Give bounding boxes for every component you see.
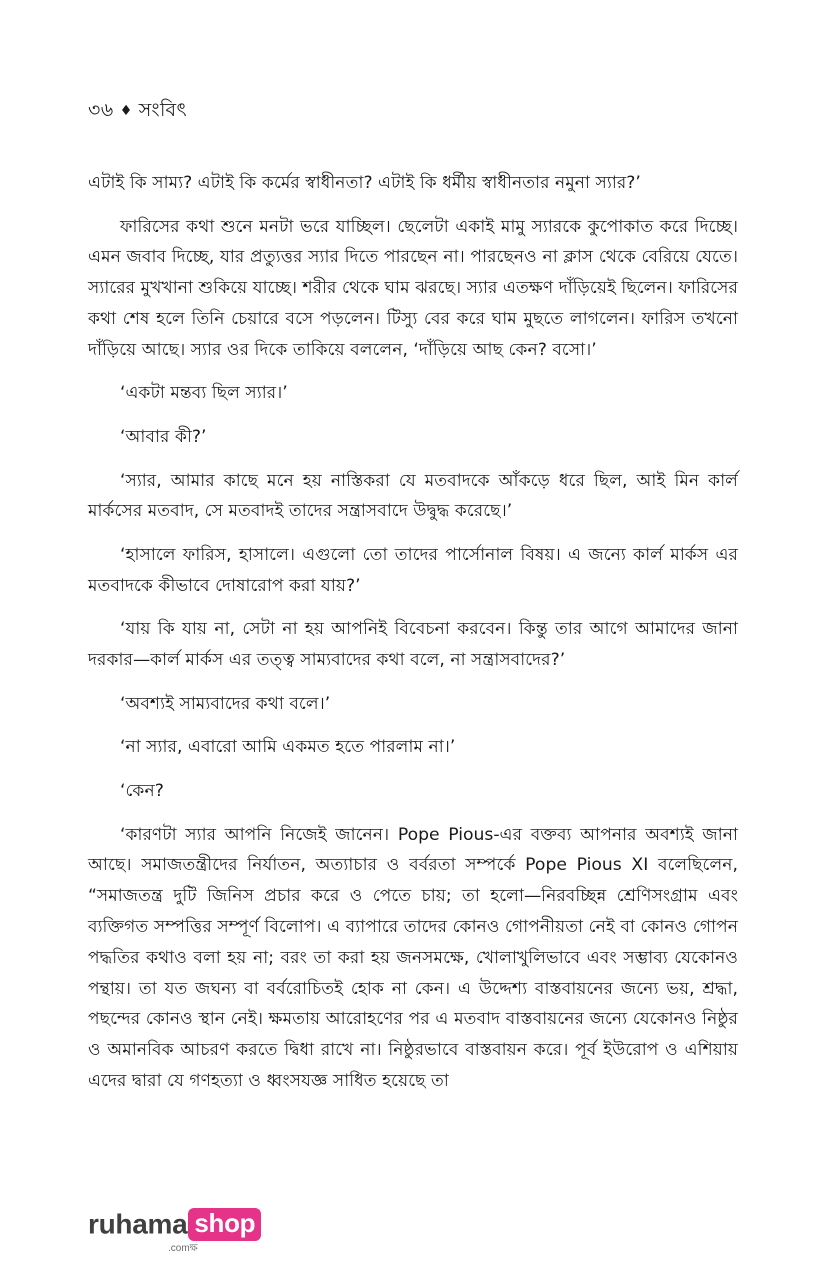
paragraph: ‘অবশ্যই সাম্যবাদের কথা বলে।’ <box>120 693 331 714</box>
paragraph: ‘আবার কী?’ <box>120 426 207 447</box>
paragraph: ‘স্যার, আমার কাছে মনে হয় নাস্তিকরা যে মতবাদকে আঁকড়ে ধরে ছিল, আই মিন কার্ল মার্কসের মতবাদ, সে মতবাদই তাদের সন্ত্রাসবাদে উদ্বুদ্ধ করেছে।’ <box>88 470 738 522</box>
paragraph: এটাই কি সাম্য? এটাই কি কর্মের স্বাধীনতা? এটাই কি ধর্মীয় স্বাধীনতার নমুনা স্যার?’ <box>88 173 641 193</box>
book-title: সংবিৎ <box>138 99 188 121</box>
page-header <box>88 96 187 128</box>
paragraph: ‘হাসালে ফারিস, হাসালে। এগুলো তো তাদের পার্সোনাল বিষয়। এ জন্যে কার্ল মার্কস এর মতবাদকে কীভাবে দোষারোপ করা যায়?’ <box>88 544 738 596</box>
body-text <box>88 168 738 1109</box>
paragraph: ‘না স্যার, এবারো আমি একমত হতে পারলাম না।’ <box>120 737 456 758</box>
paragraph: ‘কেন? <box>120 780 164 801</box>
paragraph: ‘কারণটা স্যার আপনি নিজেই জানেন। Pope Pious-এর বক্তব্য আপনার অবশ্যই জানা আছে। সমাজতন্ত্রীদের নির্যাতন, অত্যাচার ও বর্বরতা সম্পর্কে Pope Pious XI বলেছিলেন, “সমাজতন্ত্র দুটি জিনিস প্রচার করে ও পেতে চায়; তা হলো—নিরবচ্ছিন্ন শ্রেণিসংগ্রাম এবং ব্যক্তিগত সম্পত্তির সম্পূর্ণ বিলোপ। এ ব্যাপারে তাদের কোনও গোপনীয়তা নেই বা কোনও গোপন পদ্ধতির কথাও বলা হয় না; বরং তা করা হয় জনসমক্ষে, খোলাখুলিভাবে এবং সম্ভাব্য যেকোনও পন্থায়। তা যত জঘন্য বা বর্বরোচিতই হোক না কেন। এ উদ্দেশ্য বাস্তবায়নের জন্যে ভয়, শ্রদ্ধা, পছন্দের কোনও স্থান নেই। ক্ষমতায় আরোহণের পর এ মতবাদ বাস্তবায়নের জন্যে যেকোনও নিষ্ঠুর ও অমানবিক আচরণ করতে দ্বিধা রাখে না। নিষ্ঠুরভাবে বাস্তবায়ন করে। পূর্ব ইউরোপ ও এশিয়ায় এদের দ্বারা যে গণহত্যা ও ধ্বংসযজ্ঞ সাধিত হয়েছে তা <box>88 824 738 1091</box>
paragraph: ‘যায় কি যায় না, সেটা না হয় আপনিই বিবেচনা করবেন। কিন্তু তার আগে আমাদের জানা দরকার—কার্ল মার্কস এর তত্ত্ব সাম্যবাদের কথা বলে, না সন্ত্রাসবাদের?’ <box>88 619 738 671</box>
diamond-separator-icon: ♦ <box>119 103 133 119</box>
logo-text-shop: shop <box>188 1208 261 1241</box>
logo-domain: .comক্ষ <box>168 1243 198 1254</box>
paragraph: ফারিসের কথা শুনে মনটা ভরে যাচ্ছিল। ছেলেটা একাই মামু স্যারকে কুপোকাত করে দিচ্ছে। এমন জবাব দিচ্ছে, যার প্রত্যুত্তর স্যার দিতে পারছেন না। পারছেনও না ক্লাস থেকে বেরিয়ে যেতে। স্যারের মুখখানা শুকিয়ে যাচ্ছে। শরীর থেকে ঘাম ঝরছে। স্যার এতক্ষণ দাঁড়িয়েই ছিলেন। ফারিসের কথা শেষ হলে তিনি চেয়ারে বসে পড়লেন। টিস্যু বের করে ঘাম মুছতে লাগলেন। ফারিস তখনো দাঁড়িয়ে আছে। স্যার ওর দিকে তাকিয়ে বললেন, ‘দাঁড়িয়ে আছ কেন? বসো।’ <box>88 216 738 360</box>
paragraph: ‘একটা মন্তব্য ছিল স্যার।’ <box>120 383 288 404</box>
logo-text-ruhama: ruhama <box>88 1208 188 1240</box>
ruhamashop-logo <box>88 1208 261 1254</box>
page-number: ৩৬ <box>88 99 114 121</box>
